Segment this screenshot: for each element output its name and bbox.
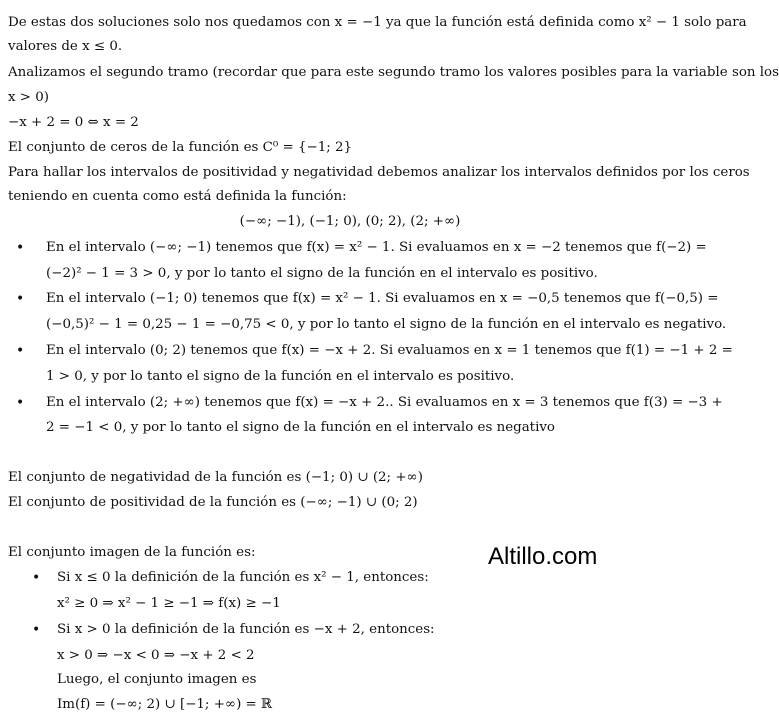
intervals-list: (−∞; −1), (−1; 0), (0; 2), (2; +∞) <box>239 214 461 229</box>
zeros-set: El conjunto de ceros de la función es C⁰ = {−1; 2} <box>8 140 353 155</box>
bullet-icon: • <box>16 395 25 411</box>
image-intro: El conjunto imagen de la función es: <box>8 545 256 560</box>
paragraph-line: De estas dos soluciones solo nos quedamos con x = −1 ya que la función está definida como x² − 1 solo para <box>8 15 747 30</box>
bullet-line: x > 0 ⇒ −x < 0 ⇒ −x + 2 < 2 <box>57 648 255 663</box>
bullet-line: 1 > 0, y por lo tanto el signo de la función en el intervalo es positivo. <box>46 369 515 384</box>
bullet-line: En el intervalo (0; 2) tenemos que f(x) = −x + 2. Si evaluamos en x = 1 tenemos que f(1) = −1 + 2 = <box>46 343 733 358</box>
bullet-line: x² ≥ 0 ⇒ x² − 1 ≥ −1 ⇒ f(x) ≥ −1 <box>57 596 281 611</box>
bullet-line: Si x > 0 la definición de la función es −x + 2, entonces: <box>57 622 435 637</box>
bullet-line: (−0,5)² − 1 = 0,25 − 1 = −0,75 < 0, y por lo tanto el signo de la función en el intervalo es negativo. <box>46 317 727 332</box>
bullet-line: En el intervalo (−∞; −1) tenemos que f(x) = x² − 1. Si evaluamos en x = −2 tenemos que f(−2) = <box>46 240 707 255</box>
bullet-line: Si x ≤ 0 la definición de la función es x² − 1, entonces: <box>57 570 429 585</box>
paragraph-line: Para hallar los intervalos de positividad y negatividad debemos analizar los intervalos definidos por los ceros <box>8 165 750 180</box>
paragraph-line: Analizamos el segundo tramo (recordar que para este segundo tramo los valores posibles para la variable son los <box>8 65 779 80</box>
positivity-set: El conjunto de positividad de la función es (−∞; −1) ∪ (0; 2) <box>8 495 418 510</box>
conclusion-formula: Im(f) = (−∞; 2) ∪ [−1; +∞) = ℝ <box>57 697 273 712</box>
bullet-icon: • <box>32 622 41 638</box>
paragraph-line: teniendo en cuenta como está definida la función: <box>8 189 347 204</box>
bullet-line: En el intervalo (2; +∞) tenemos que f(x) = −x + 2.. Si evaluamos en x = 3 tenemos que f(3) = −3 + <box>46 395 723 410</box>
paragraph-line: x > 0) <box>8 90 50 105</box>
bullet-icon: • <box>16 343 25 359</box>
bullet-icon: • <box>16 240 25 256</box>
bullet-line: En el intervalo (−1; 0) tenemos que f(x) = x² − 1. Si evaluamos en x = −0,5 tenemos que f(−0,5) = <box>46 291 719 306</box>
equation: −x + 2 = 0 ⇔ x = 2 <box>8 115 139 130</box>
watermark: Altillo.com <box>488 543 598 570</box>
paragraph-line: valores de x ≤ 0. <box>8 39 123 54</box>
bullet-line: 2 = −1 < 0, y por lo tanto el signo de la función en el intervalo es negativo <box>46 420 555 435</box>
negativity-set: El conjunto de negatividad de la función es (−1; 0) ∪ (2; +∞) <box>8 470 423 485</box>
bullet-line: (−2)² − 1 = 3 > 0, y por lo tanto el signo de la función en el intervalo es positivo. <box>46 266 598 281</box>
conclusion-intro: Luego, el conjunto imagen es <box>57 672 257 687</box>
bullet-icon: • <box>32 570 41 586</box>
bullet-icon: • <box>16 291 25 307</box>
